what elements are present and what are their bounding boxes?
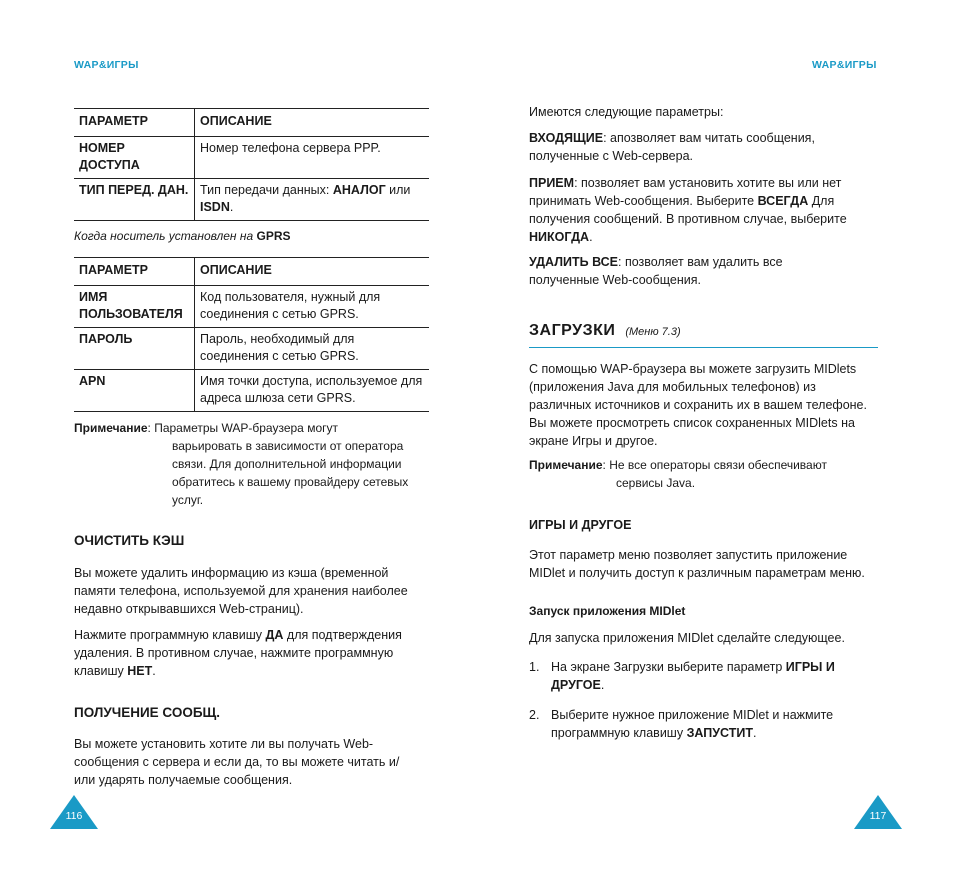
list-item: 1. На экране Загрузки выберите параметр ИГРЫ И ДРУГОЕ. [529,660,835,692]
table-header-desc: ОПИСАНИЕ [195,258,430,286]
table-header-param: ПАРАМЕТР [74,258,195,286]
clear-cache-text: Вы можете удалить информацию из кэша (временной памяти телефона, используемой для хранения наиболее недавно открывавшихся Web-страниц). [74,566,408,616]
right-running-header: WAP&ИГРЫ [812,59,877,71]
clear-cache-instructions: Нажмите программную клавишу ДА для подтверждения удаления. В противном случае, нажмите программную клавишу НЕТ. [74,628,402,678]
downloads-text: С помощью WAP-браузера вы можете загрузить MIDlets (приложения Java для мобильных телефонов) из различных источников и сохранить их в вашем телефоне. Вы можете просмотреть список сохраненных MIDlets на экране Игры и другое. [529,362,867,448]
table-row: APN Имя точки доступа, используемое для адреса шлюза сети GPRS. [74,370,429,412]
carrier-note: Когда носитель установлен на GPRS [74,229,291,243]
heading-downloads: ЗАГРУЗКИ (Меню 7.3) [529,322,681,339]
note-block: Примечание: Не все операторы связи обеспечивают сервисы Java. [529,458,827,490]
table-row: НОМЕР ДОСТУПА Номер телефона сервера PPP. [74,137,429,179]
section-rule [529,347,878,348]
param-inbox: ВХОДЯЩИЕ: апозволяет вам читать сообщения, полученные с Web-сервера. [529,131,815,163]
table-header-param: ПАРАМЕТР [74,109,195,137]
launch-midlet-text: Для запуска приложения MIDlet сделайте следующее. [529,631,845,645]
heading-launch-midlet: Запуск приложения MIDlet [529,604,686,618]
params-intro: Имеются следующие параметры: [529,105,724,119]
params-table-2 [74,257,429,412]
heading-clear-cache: ОЧИСТИТЬ КЭШ [74,533,185,548]
table-row: ИМЯ ПОЛЬЗОВАТЕЛЯ Код пользователя, нужный для соединения с сетью GPRS. [74,286,429,328]
page-number: 116 [65,810,83,822]
note-label: Примечание [529,458,603,472]
params-table-1 [74,108,429,221]
table-header-desc: ОПИСАНИЕ [195,109,430,137]
receive-messages-text: Вы можете установить хотите ли вы получать Web-сообщения с сервера и если да, то вы можете читать и/или ударять получаемые сообщения. [74,737,400,787]
param-delete-all: УДАЛИТЬ ВСЕ: позволяет вам удалить все полученные Web-сообщения. [529,255,783,287]
table-row: ТИП ПЕРЕД. ДАН. Тип передачи данных: АНАЛОГ или ISDN. [74,179,429,221]
list-item: 2. Выберите нужное приложение MIDlet и нажмите программную клавишу ЗАПУСТИТ. [529,708,834,740]
left-running-header: WAP&ИГРЫ [74,59,139,71]
heading-receive-messages: ПОЛУЧЕНИЕ СООБЩ. [74,705,221,720]
param-receive: ПРИЕМ: позволяет вам установить хотите вы или нет принимать Web-сообщения. Выберите ВСЕГДА Для получения сообщений. В противном случае, выберите НИКОГДА. [529,176,847,244]
note-block: Примечание: Параметры WAP-браузера могут варьировать в зависимости от оператора связи. Для дополнительной информации обратитесь к вашему провайдеру сетевых услуг. [74,421,409,507]
heading-games-other: ИГРЫ И ДРУГОЕ [529,518,632,532]
table-row: ПАРОЛЬ Пароль, необходимый для соединения с сетью GPRS. [74,328,429,370]
page-number: 117 [869,810,887,822]
note-label: Примечание [74,421,148,435]
games-other-text: Этот параметр меню позволяет запустить приложение MIDlet и получить доступ к различным параметрам меню. [529,548,865,580]
